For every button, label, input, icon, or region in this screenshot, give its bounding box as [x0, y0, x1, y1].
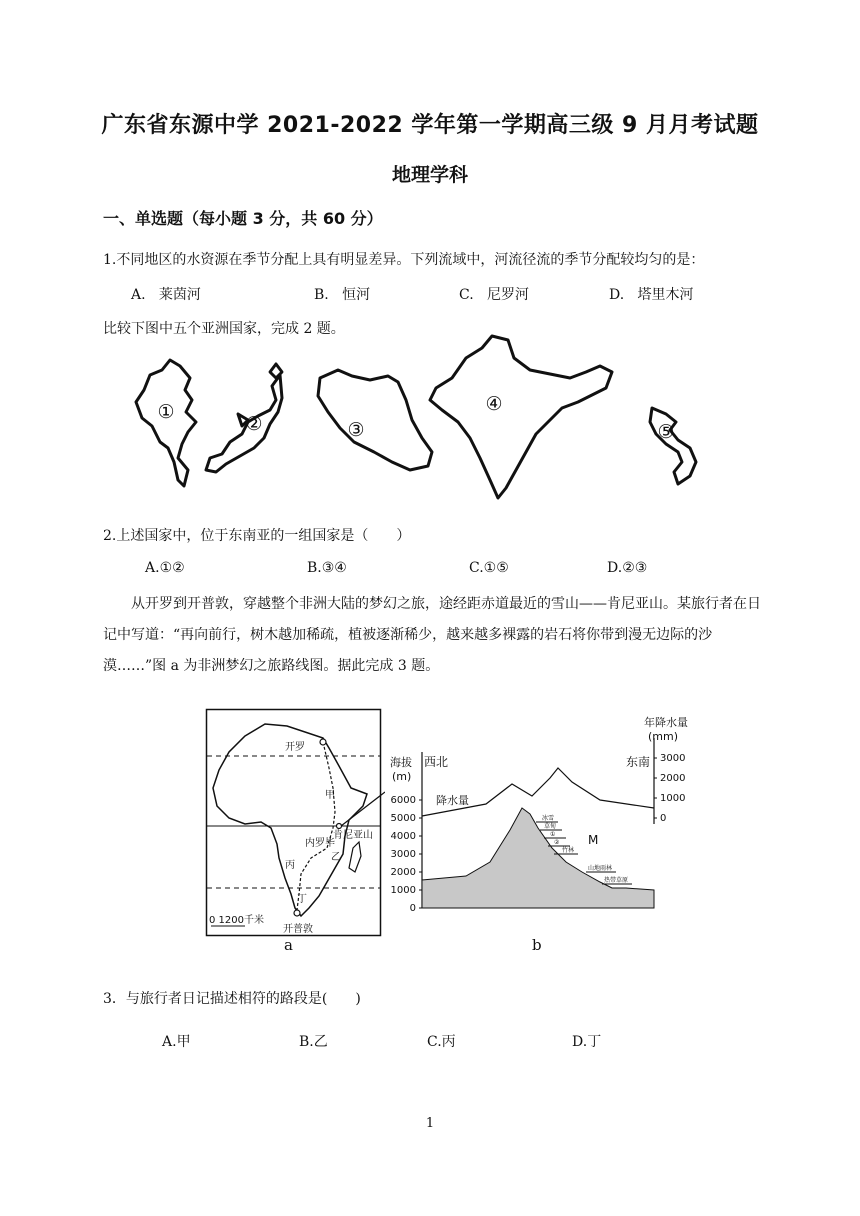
africa-route-map: [205, 708, 385, 938]
q2-option-c: C.①⑤: [469, 560, 509, 576]
label-bing: 丙: [285, 860, 295, 871]
right-axis-title: 年降水量: [644, 716, 688, 729]
label-cairo: 开罗: [285, 742, 305, 753]
left-tick: 4000: [390, 831, 416, 842]
country-label-2: ②: [245, 413, 263, 435]
mountain-profile-chart: [386, 712, 696, 914]
q2-option-d: D.②③: [607, 560, 648, 576]
right-tick: 1000: [660, 793, 686, 804]
country-4-outline: [430, 336, 612, 498]
map-intro: 比较下图中五个亚洲国家，完成 2 题。: [103, 321, 345, 337]
country-5-outline: [650, 408, 696, 484]
country-label-4: ④: [485, 393, 503, 415]
q2-option-a: A.①②: [145, 560, 185, 576]
zone-label: 草甸: [544, 823, 557, 830]
asian-countries-map: [130, 330, 710, 510]
left-tick: 2000: [390, 867, 416, 878]
label-capetown: 开普敦: [283, 924, 313, 935]
label-jia: 甲: [325, 790, 335, 801]
country-label-1: ①: [157, 401, 175, 423]
q2-option-b: B.③④: [307, 560, 347, 576]
q3-option-b: B.乙: [299, 1034, 328, 1050]
q3-option-a: A.甲: [162, 1034, 191, 1050]
scale-label: 0 1200千米: [209, 915, 264, 926]
q1-option-a: A. 莱茵河: [131, 287, 201, 303]
label-nairobi: 内罗毕: [305, 838, 335, 849]
right-axis-unit: (mm): [648, 730, 679, 743]
zone-label: ①: [550, 831, 556, 838]
left-tick: 0: [409, 903, 416, 914]
q3-option-d: D.丁: [572, 1034, 602, 1050]
left-tick: 1000: [390, 885, 416, 896]
m-label: M: [588, 833, 599, 847]
left-axis-title: 海拔: [390, 756, 412, 769]
right-tick: 2000: [660, 773, 686, 784]
left-tick: 5000: [390, 813, 416, 824]
figure-a-caption: a: [284, 936, 293, 954]
q1-option-d: D. 塔里木河: [609, 287, 694, 303]
country-3-outline: [318, 370, 432, 470]
label-northwest: 西北: [424, 755, 449, 769]
left-tick: 6000: [390, 795, 416, 806]
country-label-3: ③: [347, 419, 365, 441]
zone-label: ②: [554, 839, 560, 846]
subject-title: 地理学科: [391, 164, 468, 186]
zone-label: 冰雪: [542, 815, 555, 822]
country-label-5: ⑤: [657, 421, 675, 443]
precipitation-label: 降水量: [436, 794, 469, 807]
q1-option-b: B. 恒河: [314, 287, 371, 303]
label-ding: 丁: [297, 894, 307, 905]
question-3-stem: 3．与旅行者日记描述相符的路段是( ): [103, 991, 361, 1007]
page-number: 1: [425, 1116, 435, 1131]
question-1-stem: 1.不同地区的水资源在季节分配上具有明显差异。下列流域中，河流径流的季节分配较均匀的是：: [103, 252, 705, 268]
zone-label: 山地雨林: [588, 865, 613, 872]
passage: 从开罗到开普敦，穿越整个非洲大陆的梦幻之旅，途经距赤道最近的雪山——肯尼亚山。某旅行者在日记中写道：“再向前行，树木越加稀疏，植被逐渐稀少，越来越多裸露的岩石将你带到漫无边际的沙漠……”图 a 为非洲梦幻之旅路线图。据此完成 3 题。: [103, 596, 761, 674]
q1-option-c: C. 尼罗河: [459, 287, 530, 303]
zone-label: 竹林: [562, 847, 575, 854]
zone-label: 热带草原: [604, 877, 629, 884]
label-southeast: 东南: [626, 755, 651, 769]
right-tick: 0: [660, 813, 667, 824]
label-kenya-mountain: 肯尼亚山: [333, 830, 373, 841]
country-1-outline: [136, 360, 196, 486]
label-yi: 乙: [331, 852, 341, 863]
figure-b-caption: b: [532, 936, 542, 954]
section-heading: 一、单选题（每小题 3 分，共 60 分）: [103, 209, 383, 228]
exam-title: 广东省东源中学 2021-2022 学年第一学期高三级 9 月月考试题: [101, 113, 759, 138]
question-2-stem: 2.上述国家中，位于东南亚的一组国家是（ ）: [103, 528, 411, 544]
q3-option-c: C.丙: [427, 1034, 456, 1050]
left-tick: 3000: [390, 849, 416, 860]
right-tick: 3000: [660, 753, 686, 764]
left-axis-unit: (m): [392, 770, 412, 783]
